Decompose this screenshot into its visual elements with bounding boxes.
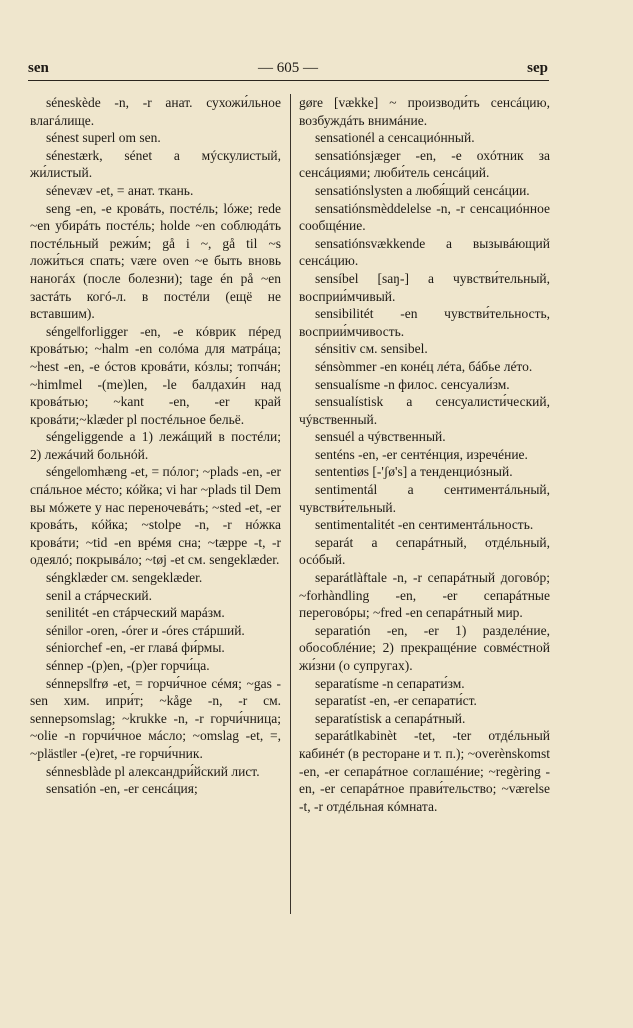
page-number: — 605 — xyxy=(258,60,318,76)
dictionary-entry: sententiøs [-'ʃø's] a тенденциóзный. xyxy=(315,464,513,480)
dictionary-entry: sénsòmmer -en конéц лéта, бáбье лéто. xyxy=(315,358,533,374)
dictionary-entry: senilitét -en стáрческий марáзм. xyxy=(46,605,225,621)
dictionary-entry: sensatiónslysten a любя́щий сенсáции. xyxy=(315,182,530,198)
dictionary-entry: senil a стáрческий. xyxy=(46,587,153,603)
dictionary-entry: sénsitiv см. sensibel. xyxy=(315,341,428,357)
dictionary-entry: sensationél a сенсациóнный. xyxy=(315,130,475,146)
dictionary-entry: sénnep -(p)en, -(p)er горчи́ца. xyxy=(46,658,210,673)
dictionary-entry: sensatiónsjæger -en, -e охóтник за сенсáциями; люби́тель сенсáций. xyxy=(299,147,550,181)
dictionary-entry: separatión -en, -er 1) разделéние, обособлéние; 2) прекращéние совмéстной жи́зни (о супругах). xyxy=(299,622,550,673)
left-guide-word: sen xyxy=(28,60,49,76)
dictionary-entry: sénestærk, sénet a мýскулистый, жи́листый. xyxy=(30,147,281,181)
dictionary-entry: sénnesblàde pl александри́йский лист. xyxy=(46,763,260,779)
dictionary-entry: séngeǁomhæng -et, = пóлог; ~plads -en, -er спáльное мéсто; кóйка; vi har ~plads til Dem вы мóжете у нас переночевáть; ~sted -et, -er кровáть, кóйка; ~stolpe -n, -r нóжка кровáти; ~tid -en врéмя сна; ~tæppe -t, -r одеялó; покрывáло; ~tøj -et см. sengeklæder. xyxy=(30,464,281,568)
dictionary-entry: séniorchef -en, -er главá фи́рмы. xyxy=(46,640,225,656)
page-header xyxy=(28,60,548,80)
dictionary-entry: sensualístisk a сенсуалисти́ческий, чýвственный. xyxy=(299,394,550,427)
dictionary-entry: separatísme -n сепарати́зм. xyxy=(315,675,465,691)
dictionary-entry: séneskède -n, -r анат. сухожи́льное влагáлище. xyxy=(30,95,281,128)
dictionary-entry: sentimentalitét -en сентиментáльность. xyxy=(315,517,534,533)
dictionary-entry: separátǁàftale -n, -r сепарáтный договóр; ~forhàndling -en, -er сепарáтные переговóры; ~fred -en сепарáтный мир. xyxy=(299,570,550,621)
column-separator xyxy=(290,94,291,914)
dictionary-entry: sénnepsǁfrø -et, = горчи́чное сéмя; ~gas -sen хим. ипри́т; ~kåge -n, -r см. sennepsomslag; ~krukke -n, -r горчи́чница; ~olie -n горчи́чное мáсло; ~omslag -et, =, ~plästǁer -(e)ret, -re горчи́чник. xyxy=(30,675,281,761)
dictionary-entry: séngklæder см. sengeklæder. xyxy=(46,570,203,586)
dictionary-entry: sensíbel [saŋ-] a чувстви́тельный, восприи́мчивый. xyxy=(299,270,550,304)
dictionary-entry: seng -en, -e кровáть, постéль; lóже; rede ~en убирáть постéль; holde ~en соблюдáть постéльный режи́м; gå i ~, gå til ~s ложи́ться спать; være oven ~e быть вновь наногáх (после болезни); tage én på ~en застáть когó-л. в постéли (ещё не вставшим). xyxy=(30,200,281,322)
left-column xyxy=(30,94,281,798)
dictionary-entry: senténs -en, -er сентéнция, изречéние. xyxy=(315,446,528,462)
right-column xyxy=(299,94,550,815)
dictionary-entry: séniǁor -oren, -órer и -óres стáрший. xyxy=(46,622,245,638)
dictionary-entry: separátǁkabinèt -tet, -ter отдéльный кабинéт (в ресторане и т. п.); ~overènskomst -en, -er сепарáтное соглашéние; ~regèring -en, -er сепарáтное прави́тельство; ~værelse -t, -r отдéльная кóмната. xyxy=(299,728,550,814)
dictionary-entry: sentimentál a сентиментáльный, чувстви́тельный. xyxy=(299,482,550,515)
dictionary-entry: sénest superl om sen. xyxy=(46,130,161,146)
dictionary-entry: gøre [vække] ~ производи́ть сенсáцию, возбуждáть внимáние. xyxy=(299,95,550,128)
dictionary-entry: separatístisk a сепарáтный. xyxy=(315,710,466,726)
dictionary-entry: sensualísme -n филос. сенсуали́зм. xyxy=(315,376,510,392)
dictionary-entry: sensatión -en, -er сенсáция; xyxy=(46,781,198,797)
dictionary-entry: separát a сепарáтный, отдéльный, осóбый. xyxy=(299,534,550,568)
header-rule xyxy=(28,80,549,81)
dictionary-entry: séngeǁforligger -en, -e кóврик пéред кровáтью; ~halm -en солóма для матрáца; ~hest -en, -e óстов кровáти, кóзлы; топчáн; ~himǁmel -(me)len, -le балдахи́н над кровáтью; ~kant -en, -er край кровáти;~klæder pl постéльное бельё. xyxy=(30,323,281,427)
right-guide-word: sep xyxy=(527,60,548,76)
dictionary-entry: sensuél a чýвственный. xyxy=(315,429,446,445)
dictionary-entry: sénevæv -et, = анат. ткань. xyxy=(46,182,194,198)
dictionary-entry: sensatiónsvækkende a вызывáющий сенсáцию. xyxy=(299,235,550,269)
dictionary-entry: séngeliggende a 1) лежáщий в постéли; 2) лежáчий больнóй. xyxy=(30,429,281,462)
dictionary-entry: sensatiónsmèddelelse -n, -r сенсациóнное сообщéние. xyxy=(299,200,550,234)
dictionary-entry: sensibilitét -en чувстви́тельность, восприи́мчивость. xyxy=(299,306,550,339)
dictionary-entry: separatíst -en, -er сепарати́ст. xyxy=(315,693,477,709)
